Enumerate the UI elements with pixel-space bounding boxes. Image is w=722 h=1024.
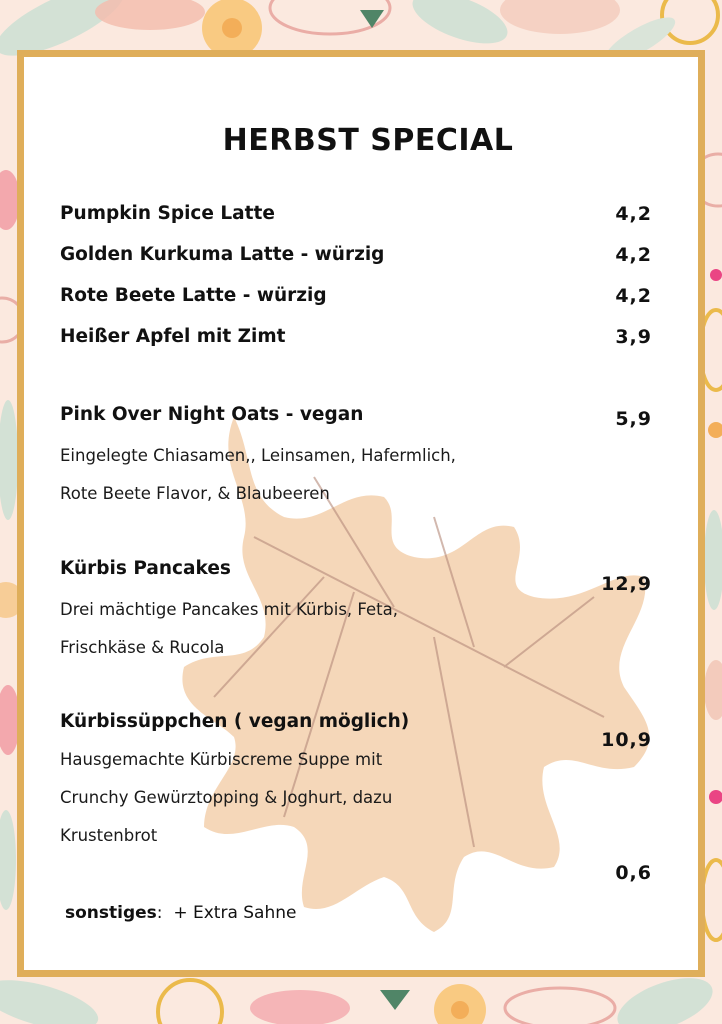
menu-card bbox=[17, 50, 705, 977]
menu-item-description: Eingelegte Chiasamen,, Leinsamen, Hafermlich, bbox=[60, 446, 456, 465]
menu-item-name: Golden Kurkuma Latte - würzig bbox=[60, 244, 385, 265]
extras-item: + Extra Sahne bbox=[162, 903, 297, 923]
extras-line bbox=[65, 903, 296, 923]
menu-item-name: Pumpkin Spice Latte bbox=[60, 203, 275, 224]
menu-item-price: 12,9 bbox=[601, 573, 652, 595]
menu-item-price: 4,2 bbox=[615, 285, 652, 307]
menu-item-description: Hausgemachte Kürbiscreme Suppe mit bbox=[60, 750, 383, 769]
menu-item-name: Pink Over Night Oats - vegan bbox=[60, 404, 364, 425]
menu-item-name: Kürbis Pancakes bbox=[60, 558, 231, 579]
menu-item-price: 4,2 bbox=[615, 203, 652, 225]
menu-title: HERBST SPECIAL bbox=[222, 123, 514, 158]
menu-item-name: Heißer Apfel mit Zimt bbox=[60, 326, 286, 347]
menu-item-price: 3,9 bbox=[615, 326, 652, 348]
menu-item-price: 5,9 bbox=[615, 408, 652, 430]
menu-item-description: Frischkäse & Rucola bbox=[60, 638, 225, 657]
menu-item-name: Rote Beete Latte - würzig bbox=[60, 285, 327, 306]
menu-item-description: Krustenbrot bbox=[60, 826, 158, 845]
extra-price: 0,6 bbox=[615, 862, 652, 884]
extras-label: sonstiges bbox=[65, 903, 157, 923]
menu-item-description: Rote Beete Flavor, & Blaubeeren bbox=[60, 484, 330, 503]
menu-item-description: Drei mächtige Pancakes mit Kürbis, Feta, bbox=[60, 600, 398, 619]
menu-item-price: 10,9 bbox=[601, 729, 652, 751]
menu-item-price: 4,2 bbox=[615, 244, 652, 266]
menu-item-description: Crunchy Gewürztopping & Joghurt, dazu bbox=[60, 788, 393, 807]
menu-item-name: Kürbissüppchen ( vegan möglich) bbox=[60, 711, 410, 732]
extras-separator: : bbox=[156, 903, 163, 923]
